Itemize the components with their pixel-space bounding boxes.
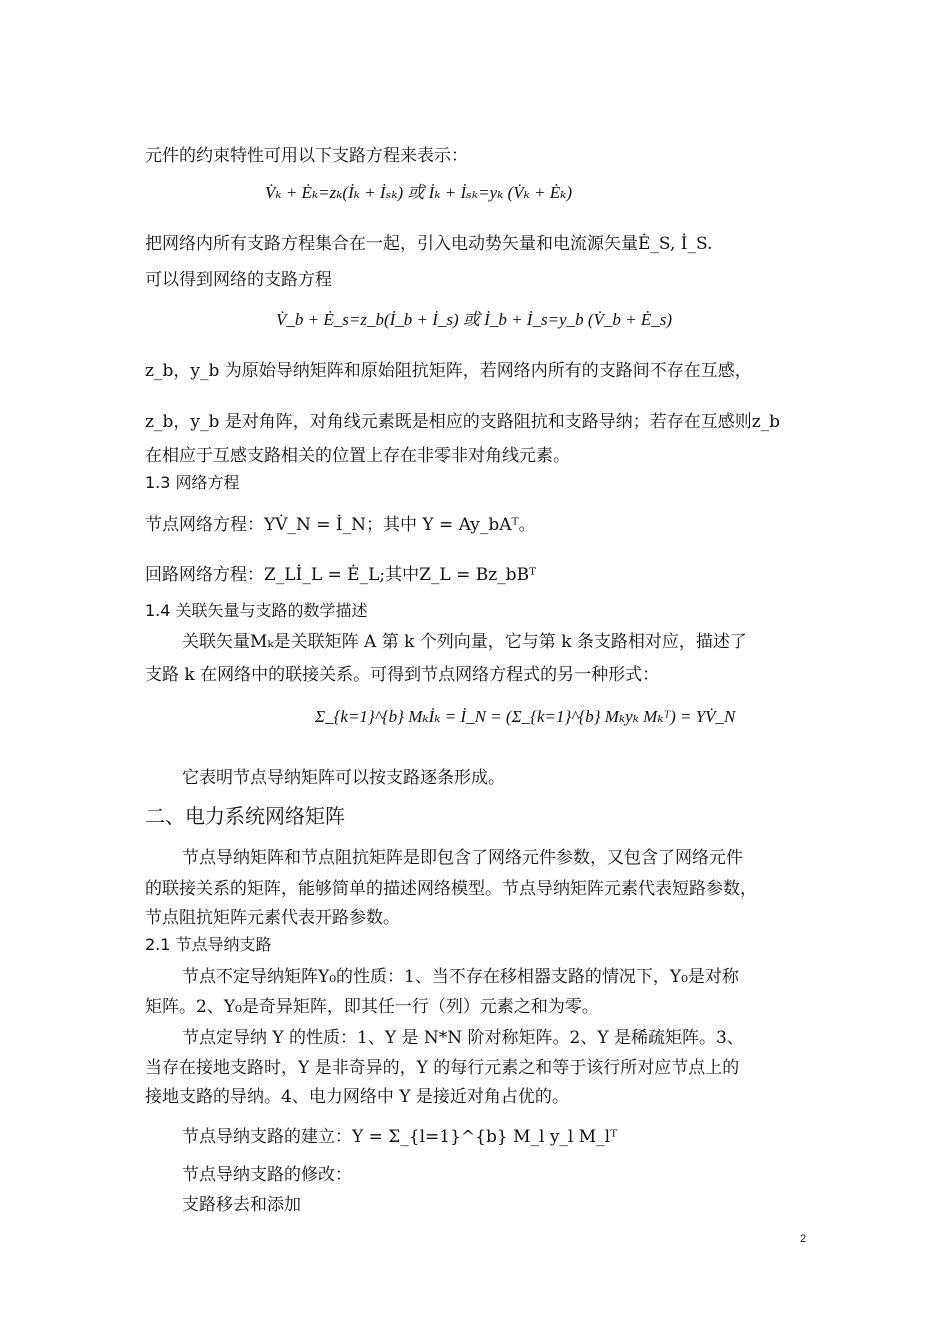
loop-equation: 回路网络方程：Z_Lİ_L = Ė_L;其中Z_L = Bz_bBᵀ xyxy=(145,565,537,585)
paragraph-line: 元件的约束特性可用以下支路方程来表示： xyxy=(145,146,468,166)
paragraph-line: 节点定导纳 Y 的性质：1、Y 是 N*N 阶对称矩阵。2、Y 是稀疏矩阵。3、 xyxy=(182,1028,744,1048)
admittance-formula: 节点导纳支路的建立：Y = Σ_{l=1}^{b} M_l y_l M_lᵀ xyxy=(182,1127,618,1147)
paragraph-line: 当存在接地支路时，Y 是非奇异的，Y 的每行元素之和等于该行所对应节点上的 xyxy=(145,1058,740,1078)
section-heading: 2.1 节点导纳支路 xyxy=(145,935,272,954)
paragraph-line: 节点导纳支路的修改： xyxy=(182,1165,352,1185)
paragraph-line: 把网络内所有支路方程集合在一起，引入电动势矢量和电流源矢量Ė_S, İ_S. xyxy=(145,234,713,254)
paragraph-line: 关联矢量Mₖ是关联矩阵 A 第 k 个列向量，它与第 k 条支路相对应，描述了 xyxy=(182,632,747,652)
paragraph-line: 接地支路的导纳。4、电力网络中 Y 是接近对角占优的。 xyxy=(145,1087,569,1107)
paragraph-line: 支路移去和添加 xyxy=(182,1195,301,1215)
paragraph-line: 节点不定导纳矩阵Y₀的性质：1、当不存在移相器支路的情况下，Y₀是对称 xyxy=(182,967,739,987)
paragraph-line: 可以得到网络的支路方程 xyxy=(145,270,332,290)
paragraph-line: 节点导纳矩阵和节点阻抗矩阵是即包含了网络元件参数，又包含了网络元件 xyxy=(182,848,743,868)
paragraph-line: 它表明节点导纳矩阵可以按支路逐条形成。 xyxy=(182,768,505,788)
paragraph-line: 支路 k 在网络中的联接关系。可得到节点网络方程式的另一种形式： xyxy=(145,665,660,685)
paragraph-line: 的联接关系的矩阵，能够简单的描述网络模型。节点导纳矩阵元素代表短路参数， xyxy=(145,879,757,899)
summation-equation: Σ_{k=1}^{b} Mₖİₖ = İ_N = (Σ_{k=1}^{b} Mₖyₖ Mₖᵀ) = YV̇_N xyxy=(315,707,736,726)
paragraph-line: z_b，y_b 为原始导纳矩阵和原始阻抗矩阵，若网络内所有的支路间不存在互感， xyxy=(145,361,752,381)
branch-equation-b: V̇_b + Ė_s=z_b(İ_b + İ_s) 或 İ_b + İ_s=y_b (V̇_b + Ė_s) xyxy=(276,310,673,329)
branch-equation-k: V̇ₖ + Ėₖ=zₖ(İₖ + İₛₖ) 或 İₖ + İₛₖ=yₖ (V̇ₖ + Ėₖ) xyxy=(265,183,573,202)
section-heading: 1.4 关联矢量与支路的数学描述 xyxy=(145,601,368,620)
paragraph-line: 节点阻抗矩阵元素代表开路参数。 xyxy=(145,908,400,928)
node-equation: 节点网络方程：YV̇_N = İ_N；其中 Y = Ay_bAᵀ。 xyxy=(145,515,536,535)
paragraph-line: 矩阵。2、Y₀是奇异矩阵，即其任一行（列）元素之和为零。 xyxy=(145,997,599,1017)
chapter-heading: 二、电力系统网络矩阵 xyxy=(145,804,345,828)
paragraph-line: z_b，y_b 是对角阵，对角线元素既是相应的支路阻抗和支路导纳；若存在互感则z_b xyxy=(145,412,781,432)
section-heading: 1.3 网络方程 xyxy=(145,473,240,492)
page-number: 2 xyxy=(800,1233,807,1245)
paragraph-line: 在相应于互感支路相关的位置上存在非零非对角线元素。 xyxy=(145,446,570,466)
